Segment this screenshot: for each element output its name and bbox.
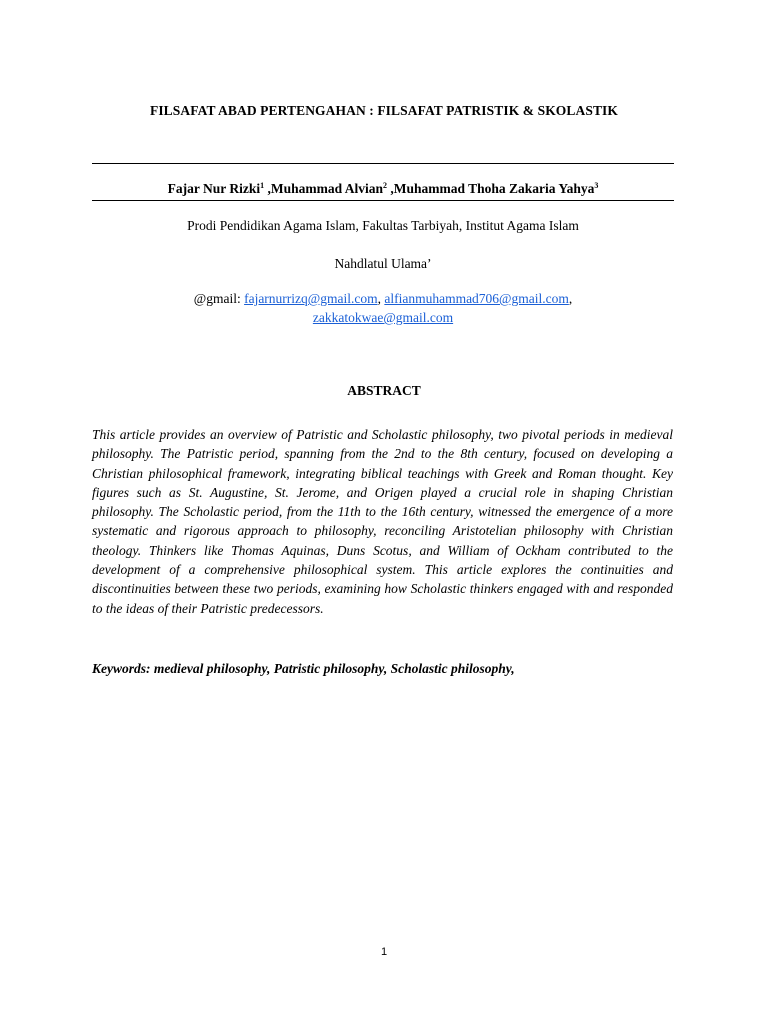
abstract-text: This article provides an overview of Patristic and Scholastic philosophy, two pivotal periods in medieval philosophy. The Patristic period, spanning from the 2nd to the 8th century, focused on developing a Christian philosophical framework, integrating biblical teachings with Greek and Roman thought. Key figures such as St. Augustine, St. Jerome, and Origen played a crucial role in shaping Christian philosophy. The Scholastic period, from the 11th to the 16th century, witnessed the emergence of a more systematic and rigorous approach to philosophy, reconciling Aristotelian philosophy with Christian theology. Thinkers like Thomas Aquinas, Duns Scotus, and William of Ockham contributed to the development of a comprehensive philosophical system. This article explores the continuities and discontinuities between these two periods, examining how Scholastic thinkers engaged with and responded to the ideas of their Patristic predecessors. xyxy=(92,427,673,616)
email-block: @gmail: fajarnurrizq@gmail.com, alfianmuhammad706@gmail.com, zakkatokwae@gmail.com xyxy=(193,291,573,325)
page-number: 1 xyxy=(380,946,388,958)
affiliation-line-1: Prodi Pendidikan Agama Islam, Fakultas Tarbiyah, Institut Agama Islam xyxy=(187,218,579,233)
author-affiliation-mark: 1 xyxy=(260,181,265,190)
paper-title: FILSAFAT ABAD PERTENGAHAN : FILSAFAT PATRISTIK & SKOLASTIK xyxy=(149,103,619,118)
author-name: Fajar Nur Rizki xyxy=(167,181,261,196)
email-prefix: @gmail: xyxy=(193,291,245,306)
email-link-2[interactable]: alfianmuhammad706@gmail.com xyxy=(384,291,569,306)
author-2: ,Muhammad Alvian$^2$ xyxy=(264,181,387,196)
bottom-rule xyxy=(92,200,674,201)
author-list xyxy=(92,181,674,197)
abstract-heading: ABSTRACT xyxy=(347,383,421,398)
email-link-1[interactable]: fajarnurrizq@gmail.com xyxy=(244,291,378,306)
author-affiliation-mark: 3 xyxy=(594,181,599,190)
top-rule xyxy=(92,163,674,164)
affiliation-line-2: Nahdlatul Ulama’ xyxy=(334,256,432,271)
author-name: Muhammad Thoha Zakaria Yahya xyxy=(393,181,595,196)
author-3: ,Muhammad Thoha Zakaria Yahya$^3$ xyxy=(386,181,599,196)
email-link-3[interactable]: zakkatokwae@gmail.com xyxy=(312,310,454,325)
author-affiliation-mark: 2 xyxy=(382,181,387,190)
author-1 xyxy=(168,181,265,196)
author-name: Muhammad Alvian xyxy=(270,181,383,196)
keywords-line: Keywords: medieval philosophy, Patristic philosophy, Scholastic philosophy, xyxy=(92,661,515,676)
